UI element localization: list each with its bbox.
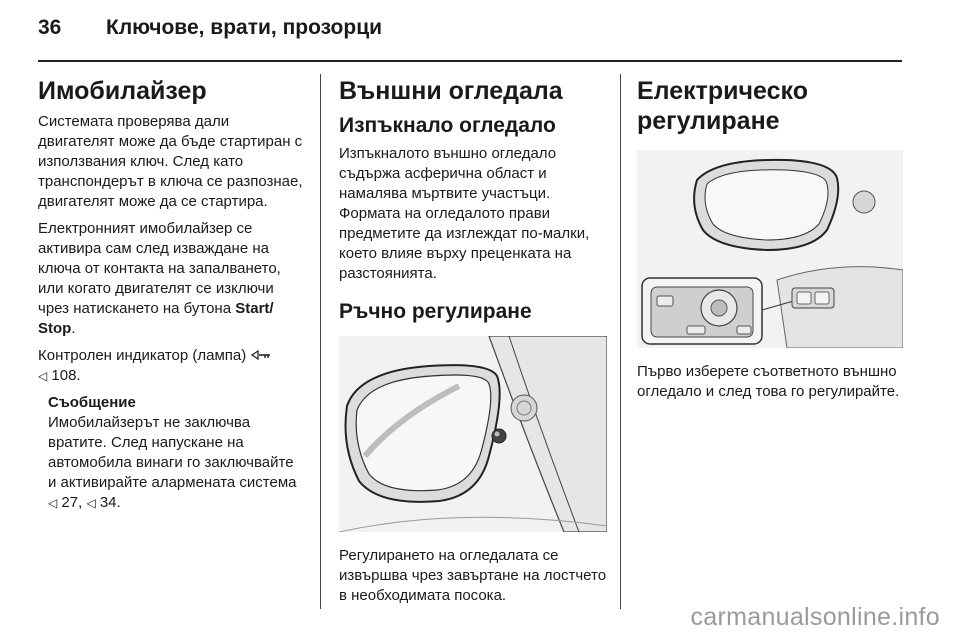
electric-mirror-illustration <box>637 150 903 348</box>
section-heading-exterior-mirrors: Външни огледала <box>339 77 563 105</box>
note-body: Имобилайзерът не заключва вратите. След напускане на автомобила винаги го заключвайте и активирайте алармената система <box>48 414 297 491</box>
page-reference: 108. <box>51 367 81 384</box>
exterior-mirrors-section <box>339 76 607 613</box>
note-text <box>48 413 306 513</box>
paragraph-text: Контролен индикатор (лампа) <box>38 347 251 364</box>
page-reference: 27, <box>61 494 83 511</box>
note-title: Съобщение <box>48 394 136 411</box>
page-ref-arrow-icon: ◁ <box>48 496 58 510</box>
column-divider <box>620 74 621 609</box>
paragraph: Системата проверява дали двигателят може да бъде стартиран с използвания ключ. След като транспондерът в ключа се разпознае, двигателят може да се стартира. <box>38 113 303 210</box>
paragraph-end: . <box>71 320 76 337</box>
start-stop-button-label: Start/ Stop <box>38 300 274 337</box>
immobilizer-section <box>38 76 306 520</box>
section-heading-immobilizer: Имобилайзер <box>38 77 207 105</box>
watermark: carmanualsonline.info <box>690 603 940 631</box>
subheading-convex-mirror: Изпъкнало огледало <box>339 114 556 137</box>
column-divider <box>320 74 321 609</box>
electric-adjustment-section <box>637 76 905 409</box>
note-box <box>48 393 306 513</box>
figure-caption: Първо изберете съответното външно огледало и след това го регулирайте. <box>637 363 900 400</box>
immobilizer-lamp-icon <box>250 349 272 361</box>
page-number: 36 <box>38 16 62 39</box>
mirror-drawing <box>339 336 607 532</box>
figure-caption: Регулирането на огледалата се извършва чрез завъртане на лостчето в необходимата посока. <box>339 547 607 604</box>
page-ref-arrow-icon: ◁ <box>38 369 48 383</box>
page-header <box>38 16 382 46</box>
paragraph-text: Електронният имобилайзер се активира сам след изваждане на ключа от контакта на запалването, или когато двигателят се изключи чрез натискането на бутона <box>38 220 281 317</box>
section-heading-electric-adjustment: Електрическо регулиране <box>637 77 808 135</box>
paragraph <box>38 219 306 339</box>
mirror-switch-drawing <box>637 150 903 348</box>
page-ref-arrow-icon: ◁ <box>86 496 96 510</box>
manual-mirror-illustration <box>339 336 607 532</box>
header-rule <box>38 60 902 62</box>
page-reference: 34. <box>99 494 121 511</box>
paragraph: Изпъкналото външно огледало съдържа асферична област и намалява мъртвите участъци. Формата на огледалото прави предметите да изглеждат по-малки, което влияе върху преценката на разстоянията. <box>339 145 590 282</box>
paragraph <box>38 346 306 386</box>
page-title: Ключове, врати, прозорци <box>106 16 383 39</box>
subheading-manual-adjustment: Ръчно регулиране <box>339 300 532 323</box>
